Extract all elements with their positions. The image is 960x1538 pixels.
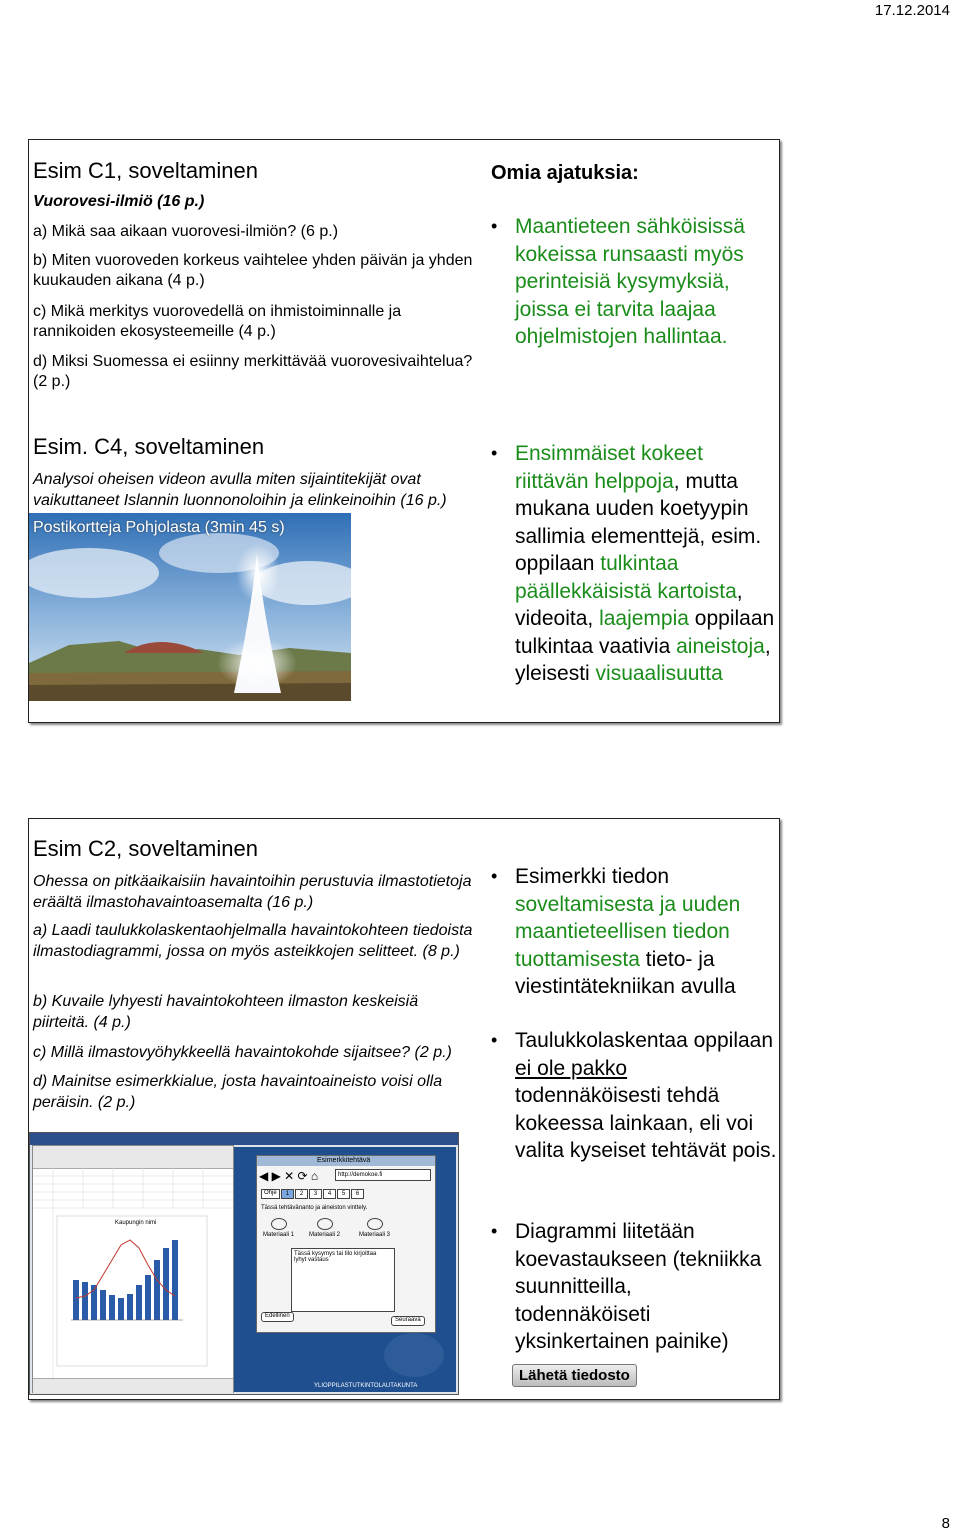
material-1-label[interactable]: Materiaali 1	[263, 1232, 295, 1238]
c4-text: Analysoi oheisen videon avulla miten sijaintitekijät ovat vaikuttaneet Islannin luonnonoloihin ja elinkeinoihin (16 p.)	[33, 471, 447, 509]
first-exams-part: oppilaan tulkintaa vaativia	[515, 607, 775, 658]
diagram-bullet: • Diagrammi liitetään koevastaukseen (tekniikka suunnitteilla, todennäköiseti yksinkertainen painike)	[491, 1220, 762, 1353]
slide-c2	[28, 818, 780, 1400]
answer-prompt: Tässä kysymys tai tilo kirjoittaa lyhyt vastaus	[294, 1251, 377, 1263]
spreadsheet-bullet: • Taulukkolaskentaa oppilaan ei ole pakko todennäköisesti tehdä kokeessa lainkaan, eli voi valita kyseiset tehtävät pois.	[491, 1029, 777, 1162]
chart-bar	[109, 1295, 115, 1320]
c1-title: Esim C1, soveltaminen	[33, 158, 258, 183]
next-button[interactable]: Seuraava	[391, 1316, 425, 1326]
task-window	[256, 1155, 436, 1333]
first-exams-bullet: • Ensimmäiset kokeet riittävän helppoja, mutta mukana uuden koetyypin sallimia elementtejä, esim. oppilaan tulkintaa päällekkäisistä kartoista, videoita, laajempia oppilaan tulkintaa vaativia aineistoja, yleisesti visuaalisuutta	[491, 442, 775, 685]
c1-question-c: c) Mikä merkitys vuorovedellä on ihmistoiminnalle ja rannikoiden ekosysteemeille (4 p.)	[33, 303, 402, 340]
first-exams-part: , videoita,	[515, 579, 743, 630]
page-number: 8	[941, 1515, 950, 1532]
c2-intro: Ohessa on pitkäaikaisiin havaintoihin perustuvia ilmastotietoja eräältä ilmastohavaintoasemalta (16 p.)	[33, 873, 472, 911]
first-exams-part: tulkintaa päällekkäisistä kartoista	[515, 552, 737, 603]
first-exams-part: , mutta mukana uuden koetyypin sallimia elementtejä, esim. oppilaan	[515, 469, 762, 575]
chart-bar	[118, 1298, 124, 1320]
date: 17.12.2014	[874, 2, 950, 19]
first-exams-part: Ensimmäiset kokeet riittävän helppoja	[515, 442, 703, 493]
climate-chart	[63, 1230, 203, 1330]
help-button[interactable]: Ohje	[261, 1189, 280, 1199]
example-bullet-part: soveltamisesta ja uuden maantieteellisen tiedon tuottamisesta	[515, 892, 741, 971]
question-tab[interactable]: 4	[323, 1189, 336, 1199]
diagram-bullet-text: Diagrammi liitetään koevastaukseen (tekniikka suunnitteilla, todennäköiseti yksinkertainen painike)	[515, 1220, 762, 1353]
emblem-icon	[384, 1333, 444, 1377]
c2-question-d: d) Mainitse esimerkkialue, josta havaintoaineisto voisi olla peräisin. (2 p.)	[33, 1073, 443, 1111]
material-3-icon[interactable]	[367, 1218, 383, 1230]
chart-bar	[73, 1280, 79, 1320]
example-bullet-part: tieto- ja viestintätekniikan avulla	[515, 947, 736, 998]
geyser-video-thumbnail[interactable]	[29, 513, 351, 701]
question-tab[interactable]: 2	[295, 1189, 308, 1199]
task-window-titlebar	[257, 1156, 435, 1166]
material-1-icon[interactable]	[271, 1218, 287, 1230]
first-exams-text	[515, 442, 774, 685]
c2-question-b: b) Kuvaile lyhyesti havaintokohteen ilmaston keskeisiä piirteitä. (4 p.)	[33, 993, 419, 1031]
c1-question-d: d) Miksi Suomessa ei esiinny merkittävää vuorovesivaihtelua? (2 p.)	[33, 353, 473, 390]
first-exams-part: laajempia	[599, 607, 689, 630]
nav-arrows[interactable]: ◀ ▶ ✕ ⟳ ⌂	[259, 1169, 319, 1183]
task-window-title: Esimerkkitehtävä	[317, 1157, 371, 1164]
spreadsheet-statusbar	[33, 1378, 233, 1393]
example-bullet-text	[515, 865, 740, 998]
c2-title: Esim C2, soveltaminen	[33, 836, 258, 861]
c2-question-c: c) Millä ilmastovyöhykkeellä havaintokohde sijaitsee? (2 p.)	[33, 1044, 452, 1061]
spreadsheet-bullet-post: todennäköisesti tehdä kokeessa lainkaan, eli voi valita kyseiset tehtävät pois.	[515, 1084, 777, 1162]
question-tabs	[281, 1189, 365, 1199]
thoughts-heading: Omia ajatuksia:	[491, 162, 639, 184]
first-exams-part: visuaalisuutta	[595, 662, 723, 685]
material-2-label[interactable]: Materiaali 2	[309, 1232, 341, 1238]
c1-question-b: b) Miten vuoroveden korkeus vaihtelee yhden päivän ja yhden kuukauden aikana (4 p.)	[33, 252, 473, 289]
send-file-button[interactable]: Lähetä tiedosto	[512, 1364, 637, 1387]
chart-bar	[127, 1294, 133, 1320]
exam-browser	[234, 1147, 456, 1392]
video-caption: Postikortteja Pohjolasta (3min 45 s)	[33, 519, 285, 536]
screenshot-taskbar	[30, 1133, 458, 1145]
c2-question-a: a) Laadi taulukkolaskentaohjelmalla havaintokohteen tiedoista ilmastodiagrammi, jossa on myös asteikkojen selitteet. (8 p.)	[33, 922, 473, 960]
thoughts-bullet-text: Maantieteen sähköisissä kokeissa runsaasti myös perinteisiä kysymyksiä, joissa ei tarvita laajaa ohjelmistojen hallintaa.	[515, 215, 745, 348]
chart-bar	[163, 1248, 169, 1320]
spreadsheet-window	[32, 1145, 234, 1393]
example-bullet-part: Esimerkki tiedon	[515, 865, 670, 888]
question-tab[interactable]: 1	[281, 1189, 294, 1199]
c1-subtitle: Vuorovesi-ilmiö (16 p.)	[33, 193, 205, 210]
exam-system-screenshot	[29, 1132, 459, 1395]
spreadsheet-bullet-pre: Taulukkolaskentaa oppilaan	[515, 1029, 774, 1052]
first-exams-part: aineistoja	[676, 634, 765, 658]
example-bullet: • Esimerkki tiedon soveltamisesta ja uuden maantieteellisen tiedon tuottamisesta tieto- ja viestintätekniikan avulla	[491, 865, 741, 998]
chart-bar	[82, 1282, 88, 1320]
material-2-icon[interactable]	[317, 1218, 333, 1230]
slide-c1-c4	[28, 139, 780, 723]
spreadsheet-toolbar	[33, 1146, 233, 1169]
chart-bar	[100, 1290, 106, 1320]
question-tab[interactable]: 3	[309, 1189, 322, 1199]
material-3-label[interactable]: Materiaali 3	[359, 1232, 391, 1238]
thoughts-bullet: • Maantieteen sähköisissä kokeissa runsaasti myös perinteisiä kysymyksiä, joissa ei tarvita laajaa ohjelmistojen hallintaa.	[491, 215, 745, 348]
task-heading: Tässä tehtävänanto ja aineiston vinttely.	[261, 1205, 368, 1211]
prev-button[interactable]: Edellinen	[261, 1312, 294, 1322]
chart-bar	[154, 1260, 160, 1320]
answer-box[interactable]	[291, 1248, 395, 1312]
c4-title: Esim. C4, soveltaminen	[33, 434, 265, 459]
chart-bar	[145, 1275, 151, 1320]
first-exams-part: , yleisesti	[515, 634, 771, 685]
question-tab[interactable]: 5	[337, 1189, 350, 1199]
c1-question-a: a) Mikä saa aikaan vuorovesi-ilmiön? (6 p.)	[33, 223, 339, 240]
chart-bar	[172, 1240, 178, 1320]
chart-line	[76, 1240, 175, 1298]
spreadsheet-bullet-underline: ei ole pakko	[515, 1056, 628, 1080]
chart-title: Kaupungin nimi	[115, 1220, 157, 1226]
geyser-image	[29, 513, 351, 701]
ytl-footer: YLIOPPILASTUTKINTOLAUTAKUNTA	[314, 1383, 418, 1389]
url-field[interactable]: http://demokoe.fi	[335, 1169, 431, 1181]
question-tab[interactable]: 6	[351, 1189, 364, 1199]
chart-bar	[136, 1285, 142, 1320]
